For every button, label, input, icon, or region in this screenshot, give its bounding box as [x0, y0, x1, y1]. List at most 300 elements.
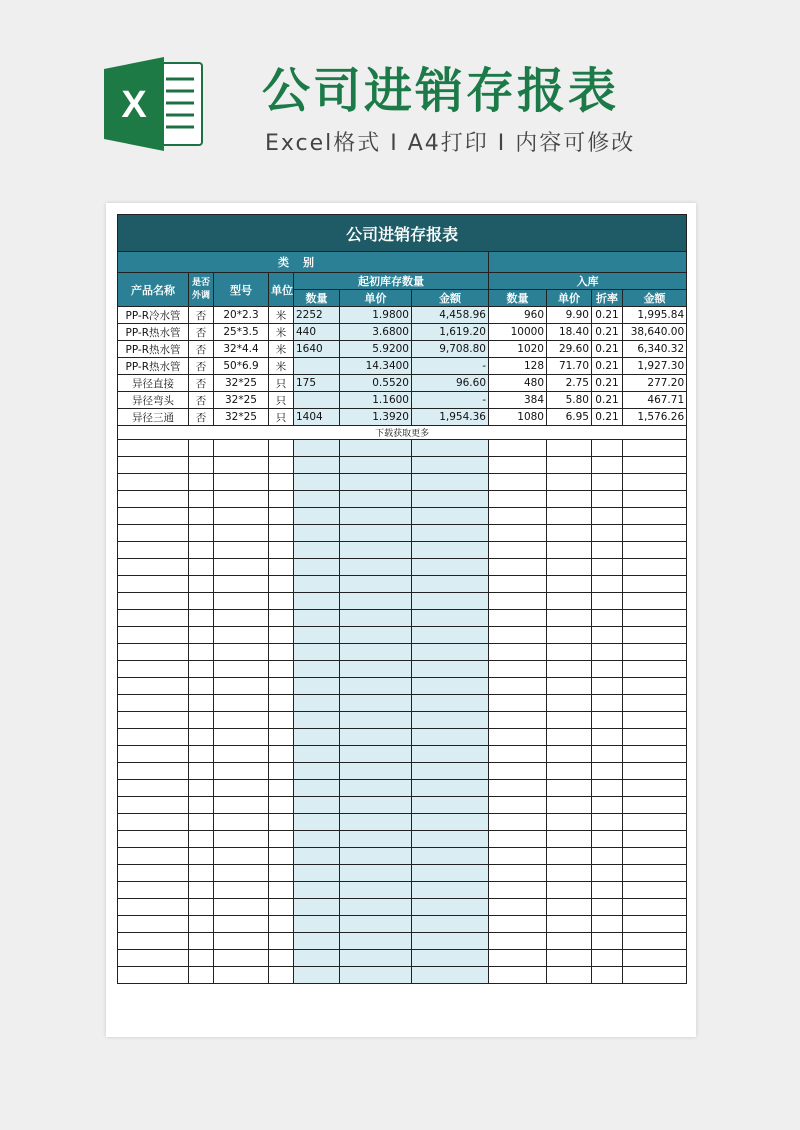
empty-cell[interactable]: [214, 865, 269, 882]
empty-cell[interactable]: [118, 661, 189, 678]
empty-row[interactable]: [118, 916, 687, 933]
cell-name[interactable]: 异径三通: [118, 409, 189, 426]
empty-cell[interactable]: [547, 644, 592, 661]
table-row[interactable]: [118, 409, 687, 426]
empty-cell[interactable]: [412, 542, 489, 559]
empty-cell[interactable]: [214, 899, 269, 916]
empty-cell[interactable]: [547, 780, 592, 797]
empty-cell[interactable]: [547, 831, 592, 848]
empty-cell[interactable]: [623, 661, 687, 678]
empty-cell[interactable]: [214, 780, 269, 797]
empty-cell[interactable]: [214, 695, 269, 712]
empty-cell[interactable]: [412, 831, 489, 848]
empty-row[interactable]: [118, 831, 687, 848]
empty-cell[interactable]: [340, 933, 412, 950]
empty-cell[interactable]: [623, 916, 687, 933]
cell-name[interactable]: PP-R热水管: [118, 341, 189, 358]
empty-cell[interactable]: [592, 542, 623, 559]
empty-cell[interactable]: [340, 695, 412, 712]
empty-cell[interactable]: [214, 576, 269, 593]
empty-cell[interactable]: [214, 525, 269, 542]
empty-cell[interactable]: [547, 559, 592, 576]
empty-cell[interactable]: [294, 831, 340, 848]
cell-model[interactable]: 25*3.5: [214, 324, 269, 341]
empty-cell[interactable]: [189, 542, 214, 559]
empty-cell[interactable]: [189, 797, 214, 814]
cell-amount[interactable]: 1,619.20: [412, 324, 489, 341]
empty-cell[interactable]: [340, 797, 412, 814]
empty-cell[interactable]: [592, 899, 623, 916]
empty-cell[interactable]: [118, 763, 189, 780]
empty-cell[interactable]: [269, 950, 294, 967]
empty-cell[interactable]: [489, 542, 547, 559]
empty-cell[interactable]: [489, 865, 547, 882]
cell-discount[interactable]: 0.21: [592, 307, 623, 324]
empty-cell[interactable]: [189, 678, 214, 695]
cell-outsourced[interactable]: 否: [189, 409, 214, 426]
cell-in-price[interactable]: 18.40: [547, 324, 592, 341]
cell-unit[interactable]: 米: [269, 324, 294, 341]
empty-cell[interactable]: [592, 882, 623, 899]
cell-amount[interactable]: 1,954.36: [412, 409, 489, 426]
empty-cell[interactable]: [189, 848, 214, 865]
cell-amount[interactable]: -: [412, 392, 489, 409]
empty-cell[interactable]: [340, 491, 412, 508]
empty-row[interactable]: [118, 865, 687, 882]
empty-cell[interactable]: [623, 950, 687, 967]
empty-cell[interactable]: [118, 695, 189, 712]
empty-cell[interactable]: [118, 457, 189, 474]
empty-cell[interactable]: [269, 440, 294, 457]
empty-row[interactable]: [118, 950, 687, 967]
empty-cell[interactable]: [189, 814, 214, 831]
cell-discount[interactable]: 0.21: [592, 341, 623, 358]
cell-amount[interactable]: 9,708.80: [412, 341, 489, 358]
empty-cell[interactable]: [547, 525, 592, 542]
empty-cell[interactable]: [412, 678, 489, 695]
empty-row[interactable]: [118, 712, 687, 729]
empty-cell[interactable]: [489, 814, 547, 831]
empty-cell[interactable]: [189, 474, 214, 491]
empty-cell[interactable]: [547, 916, 592, 933]
empty-cell[interactable]: [294, 695, 340, 712]
empty-cell[interactable]: [189, 559, 214, 576]
cell-outsourced[interactable]: 否: [189, 358, 214, 375]
empty-cell[interactable]: [269, 525, 294, 542]
empty-cell[interactable]: [340, 508, 412, 525]
empty-cell[interactable]: [623, 695, 687, 712]
empty-row[interactable]: [118, 644, 687, 661]
empty-cell[interactable]: [412, 627, 489, 644]
cell-price[interactable]: 1.3920: [340, 409, 412, 426]
empty-row[interactable]: [118, 610, 687, 627]
empty-cell[interactable]: [489, 593, 547, 610]
table-row[interactable]: [118, 375, 687, 392]
cell-in-qty[interactable]: 480: [489, 375, 547, 392]
empty-cell[interactable]: [269, 933, 294, 950]
empty-cell[interactable]: [269, 831, 294, 848]
cell-discount[interactable]: 0.21: [592, 358, 623, 375]
empty-cell[interactable]: [592, 848, 623, 865]
empty-cell[interactable]: [412, 593, 489, 610]
empty-cell[interactable]: [412, 610, 489, 627]
empty-row[interactable]: [118, 695, 687, 712]
empty-cell[interactable]: [412, 797, 489, 814]
empty-row[interactable]: [118, 474, 687, 491]
empty-cell[interactable]: [412, 814, 489, 831]
empty-cell[interactable]: [592, 865, 623, 882]
empty-cell[interactable]: [189, 831, 214, 848]
empty-cell[interactable]: [592, 508, 623, 525]
empty-cell[interactable]: [412, 576, 489, 593]
empty-cell[interactable]: [214, 491, 269, 508]
empty-cell[interactable]: [214, 797, 269, 814]
cell-qty[interactable]: 1640: [294, 341, 340, 358]
empty-cell[interactable]: [294, 899, 340, 916]
cell-outsourced[interactable]: 否: [189, 307, 214, 324]
empty-cell[interactable]: [340, 899, 412, 916]
cell-qty[interactable]: [294, 392, 340, 409]
empty-cell[interactable]: [623, 814, 687, 831]
empty-cell[interactable]: [547, 695, 592, 712]
empty-cell[interactable]: [294, 933, 340, 950]
empty-cell[interactable]: [118, 848, 189, 865]
empty-cell[interactable]: [623, 559, 687, 576]
empty-cell[interactable]: [412, 457, 489, 474]
cell-name[interactable]: PP-R热水管: [118, 358, 189, 375]
empty-cell[interactable]: [489, 627, 547, 644]
empty-cell[interactable]: [489, 763, 547, 780]
cell-in-price[interactable]: 2.75: [547, 375, 592, 392]
empty-cell[interactable]: [118, 967, 189, 984]
empty-cell[interactable]: [412, 729, 489, 746]
cell-name[interactable]: 异径弯头: [118, 392, 189, 409]
empty-cell[interactable]: [412, 661, 489, 678]
empty-cell[interactable]: [269, 627, 294, 644]
empty-row[interactable]: [118, 525, 687, 542]
empty-cell[interactable]: [547, 899, 592, 916]
empty-cell[interactable]: [592, 763, 623, 780]
empty-cell[interactable]: [269, 491, 294, 508]
empty-cell[interactable]: [294, 525, 340, 542]
table-row[interactable]: [118, 392, 687, 409]
empty-row[interactable]: [118, 814, 687, 831]
empty-cell[interactable]: [592, 916, 623, 933]
empty-cell[interactable]: [412, 865, 489, 882]
cell-outsourced[interactable]: 否: [189, 392, 214, 409]
empty-cell[interactable]: [118, 542, 189, 559]
empty-cell[interactable]: [623, 729, 687, 746]
empty-cell[interactable]: [269, 576, 294, 593]
empty-cell[interactable]: [118, 712, 189, 729]
empty-cell[interactable]: [489, 576, 547, 593]
empty-cell[interactable]: [592, 576, 623, 593]
empty-cell[interactable]: [592, 950, 623, 967]
cell-price[interactable]: 5.9200: [340, 341, 412, 358]
empty-cell[interactable]: [269, 848, 294, 865]
empty-cell[interactable]: [269, 814, 294, 831]
table-row[interactable]: [118, 324, 687, 341]
cell-model[interactable]: 32*25: [214, 409, 269, 426]
cell-unit[interactable]: 米: [269, 307, 294, 324]
empty-cell[interactable]: [118, 576, 189, 593]
empty-cell[interactable]: [269, 542, 294, 559]
empty-cell[interactable]: [294, 712, 340, 729]
empty-cell[interactable]: [189, 661, 214, 678]
empty-cell[interactable]: [294, 491, 340, 508]
empty-cell[interactable]: [294, 882, 340, 899]
empty-cell[interactable]: [269, 916, 294, 933]
empty-cell[interactable]: [189, 457, 214, 474]
empty-cell[interactable]: [592, 440, 623, 457]
empty-cell[interactable]: [340, 610, 412, 627]
empty-cell[interactable]: [340, 559, 412, 576]
empty-cell[interactable]: [118, 882, 189, 899]
empty-cell[interactable]: [412, 746, 489, 763]
empty-cell[interactable]: [412, 899, 489, 916]
empty-cell[interactable]: [214, 950, 269, 967]
empty-cell[interactable]: [547, 933, 592, 950]
empty-cell[interactable]: [269, 712, 294, 729]
empty-cell[interactable]: [547, 474, 592, 491]
empty-cell[interactable]: [489, 729, 547, 746]
empty-cell[interactable]: [489, 457, 547, 474]
empty-cell[interactable]: [489, 848, 547, 865]
empty-cell[interactable]: [489, 899, 547, 916]
empty-row[interactable]: [118, 797, 687, 814]
empty-cell[interactable]: [489, 644, 547, 661]
empty-cell[interactable]: [592, 712, 623, 729]
empty-cell[interactable]: [592, 661, 623, 678]
empty-cell[interactable]: [412, 950, 489, 967]
empty-cell[interactable]: [294, 593, 340, 610]
cell-in-amount[interactable]: 1,927.30: [623, 358, 687, 375]
empty-cell[interactable]: [623, 610, 687, 627]
empty-cell[interactable]: [189, 695, 214, 712]
empty-cell[interactable]: [294, 967, 340, 984]
empty-cell[interactable]: [489, 525, 547, 542]
empty-cell[interactable]: [340, 627, 412, 644]
empty-cell[interactable]: [592, 933, 623, 950]
empty-cell[interactable]: [412, 491, 489, 508]
empty-cell[interactable]: [214, 831, 269, 848]
empty-cell[interactable]: [623, 593, 687, 610]
empty-cell[interactable]: [623, 712, 687, 729]
empty-cell[interactable]: [547, 712, 592, 729]
empty-cell[interactable]: [340, 831, 412, 848]
empty-cell[interactable]: [592, 525, 623, 542]
cell-model[interactable]: 32*25: [214, 375, 269, 392]
empty-cell[interactable]: [547, 661, 592, 678]
empty-cell[interactable]: [294, 865, 340, 882]
empty-cell[interactable]: [269, 678, 294, 695]
cell-price[interactable]: 1.1600: [340, 392, 412, 409]
empty-cell[interactable]: [412, 695, 489, 712]
empty-cell[interactable]: [269, 593, 294, 610]
empty-cell[interactable]: [118, 491, 189, 508]
empty-row[interactable]: [118, 848, 687, 865]
empty-cell[interactable]: [489, 950, 547, 967]
empty-cell[interactable]: [340, 763, 412, 780]
empty-cell[interactable]: [340, 593, 412, 610]
empty-cell[interactable]: [489, 474, 547, 491]
empty-row[interactable]: [118, 882, 687, 899]
empty-cell[interactable]: [412, 882, 489, 899]
cell-in-qty[interactable]: 10000: [489, 324, 547, 341]
cell-unit[interactable]: 米: [269, 358, 294, 375]
cell-in-price[interactable]: 5.80: [547, 392, 592, 409]
empty-cell[interactable]: [623, 525, 687, 542]
empty-cell[interactable]: [189, 525, 214, 542]
cell-in-price[interactable]: 6.95: [547, 409, 592, 426]
empty-cell[interactable]: [489, 797, 547, 814]
cell-amount[interactable]: -: [412, 358, 489, 375]
empty-cell[interactable]: [412, 440, 489, 457]
empty-cell[interactable]: [547, 797, 592, 814]
cell-outsourced[interactable]: 否: [189, 324, 214, 341]
cell-price[interactable]: 0.5520: [340, 375, 412, 392]
empty-row[interactable]: [118, 899, 687, 916]
empty-cell[interactable]: [214, 644, 269, 661]
empty-cell[interactable]: [592, 474, 623, 491]
empty-row[interactable]: [118, 763, 687, 780]
empty-cell[interactable]: [118, 593, 189, 610]
empty-cell[interactable]: [189, 729, 214, 746]
empty-cell[interactable]: [547, 746, 592, 763]
empty-cell[interactable]: [294, 457, 340, 474]
empty-cell[interactable]: [214, 712, 269, 729]
empty-cell[interactable]: [269, 967, 294, 984]
empty-row[interactable]: [118, 627, 687, 644]
cell-model[interactable]: 20*2.3: [214, 307, 269, 324]
empty-row[interactable]: [118, 576, 687, 593]
empty-cell[interactable]: [412, 967, 489, 984]
empty-cell[interactable]: [489, 780, 547, 797]
empty-cell[interactable]: [623, 848, 687, 865]
empty-cell[interactable]: [214, 678, 269, 695]
empty-cell[interactable]: [189, 899, 214, 916]
cell-name[interactable]: PP-R冷水管: [118, 307, 189, 324]
empty-cell[interactable]: [340, 882, 412, 899]
empty-cell[interactable]: [592, 780, 623, 797]
cell-in-amount[interactable]: 1,576.26: [623, 409, 687, 426]
empty-cell[interactable]: [189, 916, 214, 933]
empty-cell[interactable]: [547, 678, 592, 695]
empty-cell[interactable]: [269, 763, 294, 780]
empty-cell[interactable]: [189, 627, 214, 644]
empty-cell[interactable]: [623, 899, 687, 916]
cell-in-qty[interactable]: 128: [489, 358, 547, 375]
empty-cell[interactable]: [623, 474, 687, 491]
cell-unit[interactable]: 只: [269, 392, 294, 409]
empty-cell[interactable]: [189, 576, 214, 593]
empty-cell[interactable]: [592, 695, 623, 712]
empty-cell[interactable]: [118, 916, 189, 933]
empty-cell[interactable]: [547, 950, 592, 967]
empty-cell[interactable]: [189, 508, 214, 525]
empty-cell[interactable]: [340, 457, 412, 474]
cell-discount[interactable]: 0.21: [592, 409, 623, 426]
empty-cell[interactable]: [214, 627, 269, 644]
empty-cell[interactable]: [118, 950, 189, 967]
empty-cell[interactable]: [294, 508, 340, 525]
table-row[interactable]: [118, 307, 687, 324]
empty-cell[interactable]: [489, 712, 547, 729]
empty-cell[interactable]: [623, 746, 687, 763]
cell-name[interactable]: PP-R热水管: [118, 324, 189, 341]
empty-cell[interactable]: [294, 746, 340, 763]
empty-row[interactable]: [118, 967, 687, 984]
empty-cell[interactable]: [340, 576, 412, 593]
empty-cell[interactable]: [623, 763, 687, 780]
empty-cell[interactable]: [547, 729, 592, 746]
empty-cell[interactable]: [412, 916, 489, 933]
empty-cell[interactable]: [623, 678, 687, 695]
empty-cell[interactable]: [269, 797, 294, 814]
cell-model[interactable]: 32*25: [214, 392, 269, 409]
cell-outsourced[interactable]: 否: [189, 341, 214, 358]
empty-cell[interactable]: [623, 644, 687, 661]
empty-cell[interactable]: [118, 797, 189, 814]
empty-cell[interactable]: [489, 967, 547, 984]
empty-cell[interactable]: [269, 661, 294, 678]
empty-cell[interactable]: [118, 474, 189, 491]
empty-row[interactable]: [118, 542, 687, 559]
cell-in-price[interactable]: 71.70: [547, 358, 592, 375]
empty-cell[interactable]: [189, 440, 214, 457]
empty-row[interactable]: [118, 933, 687, 950]
empty-cell[interactable]: [214, 763, 269, 780]
empty-cell[interactable]: [623, 780, 687, 797]
cell-qty[interactable]: [294, 358, 340, 375]
empty-cell[interactable]: [489, 916, 547, 933]
cell-qty[interactable]: 2252: [294, 307, 340, 324]
empty-cell[interactable]: [489, 678, 547, 695]
empty-cell[interactable]: [340, 542, 412, 559]
empty-cell[interactable]: [489, 831, 547, 848]
empty-cell[interactable]: [294, 950, 340, 967]
empty-cell[interactable]: [118, 729, 189, 746]
empty-cell[interactable]: [269, 695, 294, 712]
empty-cell[interactable]: [340, 440, 412, 457]
empty-cell[interactable]: [340, 525, 412, 542]
empty-cell[interactable]: [547, 814, 592, 831]
empty-cell[interactable]: [189, 746, 214, 763]
empty-cell[interactable]: [269, 780, 294, 797]
empty-cell[interactable]: [547, 508, 592, 525]
download-more-link[interactable]: 下载获取更多: [118, 426, 687, 440]
empty-cell[interactable]: [547, 593, 592, 610]
empty-cell[interactable]: [547, 542, 592, 559]
cell-model[interactable]: 32*4.4: [214, 341, 269, 358]
empty-cell[interactable]: [118, 678, 189, 695]
empty-cell[interactable]: [489, 610, 547, 627]
empty-cell[interactable]: [189, 644, 214, 661]
empty-cell[interactable]: [547, 865, 592, 882]
empty-cell[interactable]: [294, 661, 340, 678]
empty-cell[interactable]: [214, 729, 269, 746]
empty-cell[interactable]: [214, 542, 269, 559]
empty-cell[interactable]: [118, 559, 189, 576]
empty-cell[interactable]: [623, 491, 687, 508]
cell-in-amount[interactable]: 6,340.32: [623, 341, 687, 358]
empty-cell[interactable]: [294, 576, 340, 593]
empty-cell[interactable]: [340, 712, 412, 729]
empty-cell[interactable]: [592, 610, 623, 627]
empty-cell[interactable]: [294, 729, 340, 746]
empty-cell[interactable]: [269, 882, 294, 899]
cell-discount[interactable]: 0.21: [592, 375, 623, 392]
